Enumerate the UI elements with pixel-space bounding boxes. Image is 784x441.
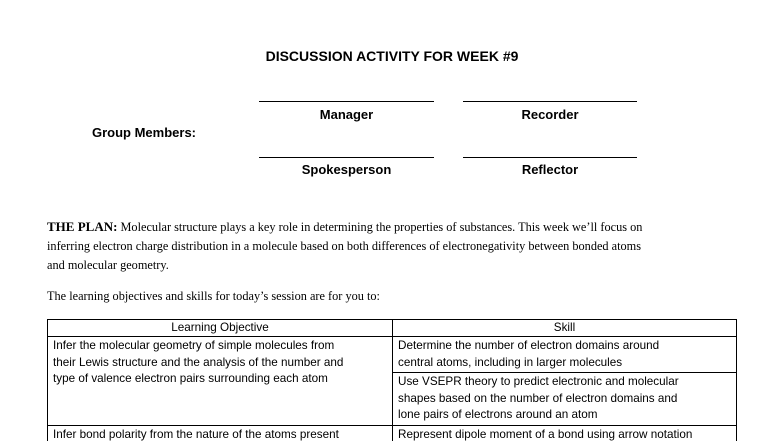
plan-lead: THE PLAN: <box>47 219 118 234</box>
plan-line-3: and molecular geometry. <box>47 258 169 272</box>
recorder-signature-line[interactable] <box>463 101 637 102</box>
page-title: DISCUSSION ACTIVITY FOR WEEK #9 <box>265 48 519 64</box>
objectives-intro: The learning objectives and skills for today’s session are for you to: <box>47 289 380 303</box>
header-learning-objective: Learning Objective <box>48 320 393 337</box>
objectives-table <box>47 319 737 441</box>
plan-paragraph <box>47 217 747 275</box>
reflector-signature-line[interactable] <box>463 157 637 158</box>
skill-cell: Represent dipole moment of a bond using arrow notation <box>393 425 737 441</box>
skill-cell: Use VSEPR theory to predict electronic and molecular shapes based on the number of electron domains and lone pairs of electrons around an atom <box>393 373 737 426</box>
spokesperson-signature-line[interactable] <box>259 157 434 158</box>
skill-cell: Determine the number of electron domains around central atoms, including in larger molecules <box>393 337 737 373</box>
objective-cell: Infer the molecular geometry of simple molecules from their Lewis structure and the analysis of the number and type of valence electron pairs surrounding each atom <box>48 337 393 426</box>
header-skill: Skill <box>393 320 737 337</box>
role-manager: Manager <box>319 107 374 122</box>
group-members-label: Group Members: <box>92 125 197 140</box>
role-recorder: Recorder <box>521 107 579 122</box>
plan-line-1: THE PLAN: Molecular structure plays a key role in determining the properties of substances. This week we’ll focus on <box>47 219 643 234</box>
plan-line-2: inferring electron charge distribution in a molecule based on both differences of electronegativity between bonded atoms <box>47 239 642 253</box>
table-header-row <box>48 320 737 337</box>
objective-cell: Infer bond polarity from the nature of the atoms present <box>48 425 393 441</box>
role-spokesperson: Spokesperson <box>301 162 392 177</box>
manager-signature-line[interactable] <box>259 101 434 102</box>
table-row <box>48 337 737 373</box>
role-reflector: Reflector <box>521 162 579 177</box>
table-row <box>48 425 737 441</box>
